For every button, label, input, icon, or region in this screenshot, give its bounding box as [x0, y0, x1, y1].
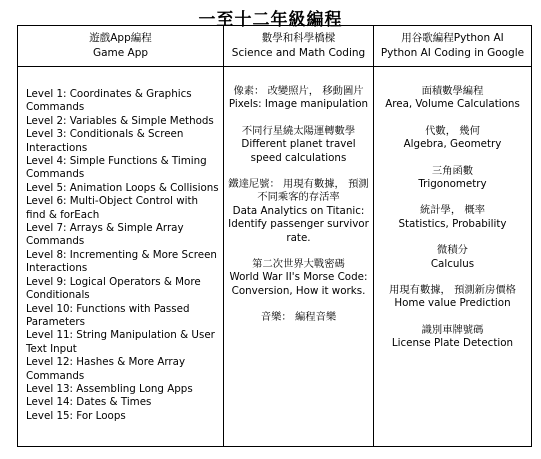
item-en: Algebra, Geometry	[403, 138, 502, 151]
item-zh: 識別車牌號碼	[421, 323, 484, 336]
item-zh: 不同行星繞太陽運轉數學	[241, 124, 356, 137]
item-en: Trigonometry	[418, 178, 487, 191]
item-zh: 音樂： 編程音樂	[260, 311, 337, 324]
header-zh: 遊戲App編程	[89, 32, 152, 44]
level-item: Level 12: Hashes & More Array Commands	[26, 356, 186, 382]
level-item: Level 4: Simple Functions & Timing Commands	[26, 155, 207, 181]
level-item: Level 1: Coordinates & Graphics Commands	[26, 88, 192, 114]
header-en: Python AI Coding in Google	[380, 47, 525, 59]
python-item	[376, 125, 529, 152]
item-zh: 鐵達尼號： 用現有數據， 預測不同乘客的存活率	[228, 178, 369, 204]
item-en: Statistics, Probability	[398, 217, 507, 230]
content-row	[18, 67, 532, 447]
levels-cell	[18, 67, 224, 447]
item-zh: 像素： 改變照片， 移動圖片	[233, 85, 364, 97]
science-item	[226, 178, 371, 245]
item-zh: 面積數學編程	[421, 85, 484, 97]
item-zh: 微積分	[437, 244, 468, 257]
header-zh: 數學和科學橋樑	[261, 32, 336, 44]
science-item	[226, 125, 371, 165]
level-item: Level 7: Arrays & Simple Array Commands	[26, 222, 184, 248]
header-python-ai	[374, 26, 532, 67]
python-item	[376, 204, 529, 231]
item-zh: 統計學， 概率	[419, 204, 486, 217]
header-science-math	[224, 26, 374, 67]
level-item: Level 5: Animation Loops & Collisions	[26, 181, 219, 194]
science-cell	[224, 67, 374, 447]
curriculum-table	[17, 25, 532, 447]
item-en: Area, Volume Calculations	[385, 98, 520, 111]
level-item: Level 13: Assembling Long Apps	[26, 382, 193, 395]
python-item	[376, 85, 529, 112]
python-item	[376, 324, 529, 351]
item-zh: 第二次世界大戰密碼	[252, 258, 345, 271]
science-item	[226, 311, 371, 324]
item-en: Different planet travel speed calculations	[241, 138, 356, 164]
header-en: Game App	[92, 47, 149, 59]
item-en: License Plate Detection	[391, 337, 514, 350]
level-item: Level 8: Incrementing & More Screen Interactions	[26, 248, 217, 275]
level-item: Level 14: Dates & Times	[26, 396, 152, 409]
level-item: Level 6: Multi-Object Control with find & forEach	[26, 195, 199, 221]
science-item	[226, 258, 371, 298]
item-zh: 三角函數	[431, 164, 474, 177]
header-game-app	[18, 26, 224, 67]
level-item: Level 2: Variables & Simple Methods	[26, 114, 214, 127]
header-zh: 用谷歌編程Python AI	[401, 32, 504, 44]
header-row	[18, 26, 532, 67]
item-en: Pixels: Image manipulation	[228, 98, 369, 111]
item-zh: 用現有數據， 預測新房價格	[389, 284, 516, 297]
level-item: Level 9: Logical Operators & More Conditionals	[26, 275, 201, 302]
page-title: 一至十二年級編程	[198, 10, 343, 30]
level-item: Level 3: Conditionals & Screen Interactions	[26, 128, 184, 154]
item-en: World War II's Morse Code: Conversion, How it works.	[229, 271, 368, 297]
item-en: Home value Prediction	[394, 297, 511, 310]
level-item: Level 10: Functions with Passed Parameters	[26, 302, 190, 328]
science-item	[226, 85, 371, 112]
python-item	[376, 284, 529, 311]
item-en: Data Analytics on Titanic: Identify passenger survivor rate.	[228, 204, 369, 244]
item-zh: 代數， 幾何	[425, 124, 480, 137]
python-item	[376, 244, 529, 271]
level-item: Level 15: For Loops	[26, 409, 126, 422]
header-en: Science and Math Coding	[231, 47, 366, 59]
item-en: Calculus	[430, 257, 475, 270]
python-item	[376, 165, 529, 192]
python-cell	[374, 67, 532, 447]
level-item: Level 11: String Manipulation & User Text Input	[26, 329, 215, 355]
